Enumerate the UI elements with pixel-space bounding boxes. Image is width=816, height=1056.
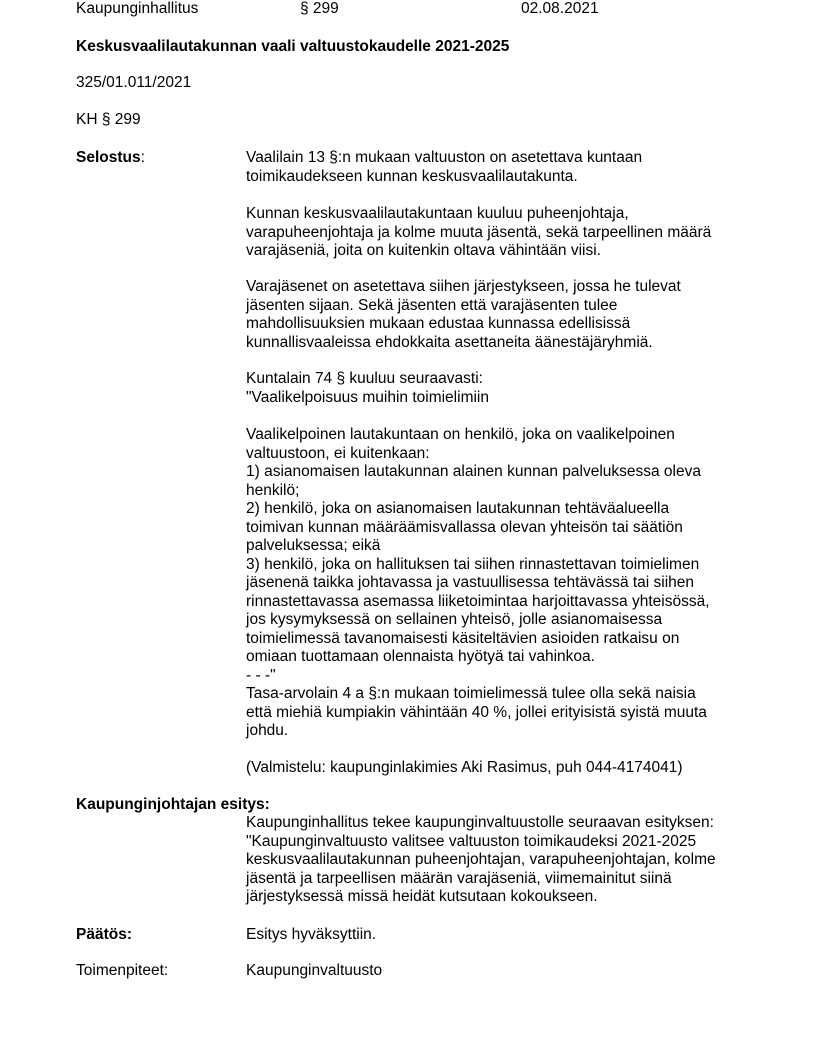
paragraph-line: 1) asianomaisen lautakunnan alainen kunnan palveluksessa oleva: [246, 463, 701, 480]
paragraph-line: johdu.: [246, 722, 289, 739]
selostus-label-colon: :: [140, 149, 145, 166]
paragraph-line: Varajäsenet on asetettava siihen järjestykseen, jossa he tulevat: [246, 278, 681, 295]
paragraph-line: toimikaudekseen kunnan keskusvaalilautakunta.: [246, 167, 578, 185]
selostus-paragraph-6: [246, 759, 766, 778]
paragraph-line: valtuustoon, ei kuitenkaan:: [246, 444, 430, 462]
selostus-paragraph-5: [246, 426, 766, 741]
paragraph-line: Vaalikelpoinen lautakuntaan on henkilö, joka on vaalikelpoinen: [246, 426, 675, 443]
esitys-line: keskusvaalilautakunnan puheenjohtajan, varapuheenjohtajan, kolme: [246, 851, 716, 868]
paragraph-line: "Vaalikelpoisuus muihin toimielimiin: [246, 388, 489, 406]
paragraph-line: jäsenenä taikka johtavassa ja vastuullisessa tehtävässä tai siihen: [246, 574, 695, 591]
selostus-label: [76, 149, 145, 168]
esitys-text: [246, 814, 766, 907]
paatos-text: Esitys hyväksyttiin.: [246, 926, 377, 943]
paragraph-line: rinnastettavassa asemassa liiketoimintaa harjoittavassa yhteisössä,: [246, 592, 710, 610]
document-title: Keskusvaalilautakunnan vaali valtuustokaudelle 2021-2025: [76, 38, 510, 55]
paragraph-line: että miehiä kumpiakin vähintään 40 %, jollei erityisistä syistä muuta: [246, 703, 707, 721]
selostus-paragraph-1: [246, 149, 766, 186]
paragraph-line: 2) henkilö, joka on asianomaisen lautakunnan tehtäväalueella: [246, 500, 670, 517]
record-number: 325/01.011/2021: [76, 74, 192, 91]
selostus-paragraph-2: [246, 205, 766, 261]
paragraph-line: jos kysymyksessä on sellainen yhteisö, jolle asianomaisessa: [246, 611, 663, 628]
paragraph-line: Vaalilain 13 §:n mukaan valtuuston on asetettava kuntaan: [246, 149, 643, 166]
esitys-label: Kaupunginjohtajan esitys:: [76, 796, 270, 813]
esitys-line: "Kaupunginvaltuusto valitsee valtuuston toimikaudeksi 2021-2025: [246, 832, 697, 850]
esitys-line: Kaupunginhallitus tekee kaupunginvaltuustolle seuraavan esityksen:: [246, 814, 714, 831]
paragraph-line: (Valmistelu: kaupunginlakimies Aki Rasimus, puh 044-4174041): [246, 759, 683, 776]
kh-reference: KH § 299: [76, 111, 141, 128]
header-section: § 299: [300, 0, 339, 17]
paragraph-line: Kunnan keskusvaalilautakuntaan kuuluu puheenjohtaja,: [246, 205, 629, 222]
toimenpiteet-text: Kaupunginvaltuusto: [246, 962, 383, 979]
paragraph-line: kunnallisvaaleissa ehdokkaita asettaneita äänestäjäryhmiä.: [246, 333, 653, 351]
header-body: Kaupunginhallitus: [76, 0, 199, 17]
esitys-line: järjestyksessä missä heidät kutsutaan kokoukseen.: [246, 888, 598, 905]
paragraph-line: omiaan tuottamaan olennaista hyötyä tai vahinkoa.: [246, 648, 595, 665]
paragraph-line: toimivan kunnan määräämisvallassa olevan yhteisön tai säätiön: [246, 518, 683, 536]
paragraph-line: varajäseniä, joita on kuitenkin oltava vähintään viisi.: [246, 242, 601, 259]
toimenpiteet-label: Toimenpiteet:: [76, 962, 169, 979]
paragraph-line: varapuheenjohtaja ja kolme muuta jäsentä, sekä tarpeellinen määrä: [246, 223, 712, 241]
paatos-label: Päätös:: [76, 926, 132, 943]
selostus-label-text: Selostus: [76, 149, 141, 166]
paragraph-line: toimielimessä tavanomaisesti käsiteltävien asioiden ratkaisu on: [246, 629, 680, 647]
paragraph-line: Kuntalain 74 § kuuluu seuraavasti:: [246, 370, 483, 387]
selostus-paragraph-4: [246, 370, 766, 407]
paragraph-line: palveluksessa; eikä: [246, 537, 381, 554]
paragraph-line: - - -": [246, 666, 276, 684]
paragraph-line: Tasa-arvolain 4 a §:n mukaan toimielimessä tulee olla sekä naisia: [246, 685, 696, 702]
esitys-line: jäsentä ja tarpeellisen määrän varajäseniä, viimemainitut siinä: [246, 869, 672, 887]
paragraph-line: jäsenten sijaan. Sekä jäsenten että varajäsenten tulee: [246, 296, 618, 314]
paragraph-line: henkilö;: [246, 481, 300, 499]
header-date: 02.08.2021: [521, 0, 599, 17]
selostus-paragraph-3: [246, 278, 766, 352]
paragraph-line: mahdollisuuksien mukaan edustaa kunnassa edellisissä: [246, 315, 631, 332]
paragraph-line: 3) henkilö, joka on hallituksen tai siihen rinnastettavan toimielimen: [246, 555, 700, 573]
